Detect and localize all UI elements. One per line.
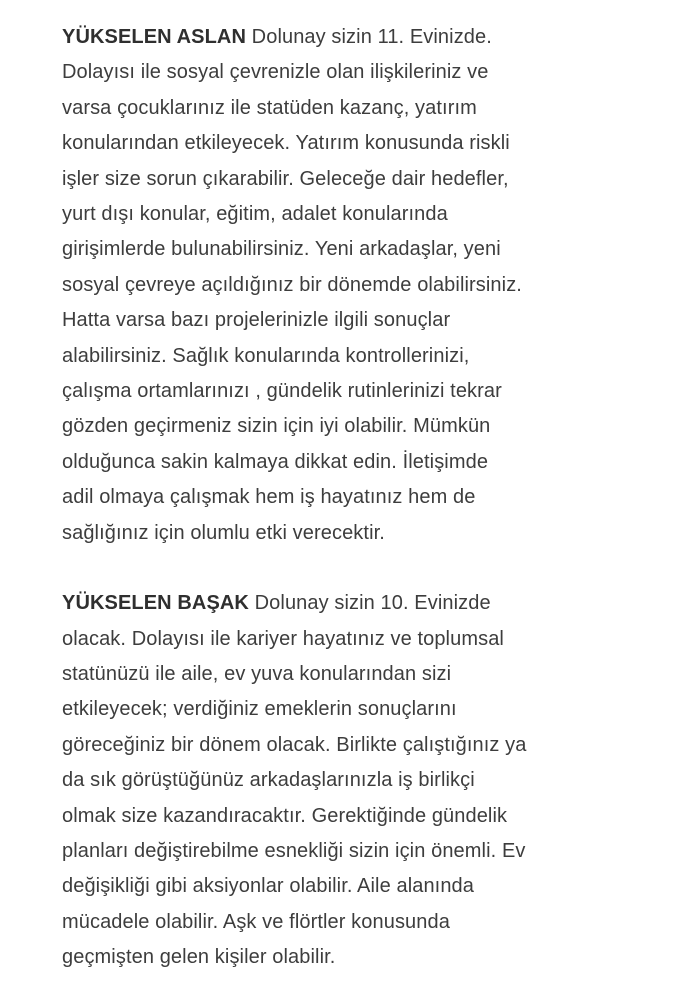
text-line: göreceğiniz bir dönem olacak. Birlikte çalıştığınız ya <box>62 733 527 756</box>
text-line: yurt dışı konular, eğitim, adalet konularında <box>62 203 448 226</box>
text-line: değişikliği gibi aksiyonlar olabilir. Aile alanında <box>62 875 475 898</box>
text-line: adil olmaya çalışmak hem iş hayatınız hem de <box>62 486 476 509</box>
text-line: girişimlerde bulunabilirsiniz. Yeni arkadaşlar, yeni <box>62 238 501 261</box>
text-line: sosyal çevreye açıldığınız bir dönemde olabilirsiniz. <box>62 273 522 296</box>
text-line: işler size sorun çıkarabilir. Geleceğe dair hedefler, <box>62 167 509 190</box>
text-line: planları değiştirebilme esnekliği sizin için önemli. Ev <box>62 839 526 862</box>
article-body <box>62 20 622 976</box>
horoscope-section-aslan <box>62 20 622 551</box>
text-line: statünüzü ile aile, ev yuva konularından sizi <box>62 662 452 685</box>
text-line: çalışma ortamlarınızı , gündelik rutinlerinizi tekrar <box>62 380 502 403</box>
section-heading: YÜKSELEN ASLAN <box>62 26 247 48</box>
text-line: konularından etkileyecek. Yatırım konusunda riskli <box>62 132 510 155</box>
text-line: Dolayısı ile sosyal çevrenizle olan ilişkileriniz ve <box>62 61 489 84</box>
text-line: varsa çocuklarınız ile statüden kazanç, yatırım <box>62 96 477 119</box>
section-first-line-text: Dolunay sizin 11. Evinizde. <box>246 26 492 48</box>
horoscope-section-basak <box>62 586 622 975</box>
text-line: sağlığınız için olumlu etki verecektir. <box>62 521 385 544</box>
text-line: Hatta varsa bazı projelerinizle ilgili sonuçlar <box>62 309 451 332</box>
text-line: olduğunca sakin kalmaya dikkat edin. İletişimde <box>62 450 489 473</box>
text-line: da sık görüştüğünüz arkadaşlarınızla iş birlikçi <box>62 769 475 792</box>
text-line: etkileyecek; verdiğiniz emeklerin sonuçlarını <box>62 698 457 721</box>
section-first-line <box>62 586 622 621</box>
text-line: gözden geçirmeniz sizin için iyi olabilir. Mümkün <box>62 415 491 438</box>
text-line: olacak. Dolayısı ile kariyer hayatınız ve toplumsal <box>62 627 504 650</box>
section-heading: YÜKSELEN BAŞAK <box>62 592 249 615</box>
text-line: geçmişten gelen kişiler olabilir. <box>62 946 336 969</box>
text-line: alabilirsiniz. Sağlık konularında kontrollerinizi, <box>62 344 470 367</box>
section-first-line <box>62 20 622 55</box>
section-first-line-text: Dolunay sizin 10. Evinizde <box>248 592 491 615</box>
text-line: mücadele olabilir. Aşk ve flörtler konusunda <box>62 910 450 933</box>
text-line: olmak size kazandıracaktır. Gerektiğinde gündelik <box>62 804 508 827</box>
